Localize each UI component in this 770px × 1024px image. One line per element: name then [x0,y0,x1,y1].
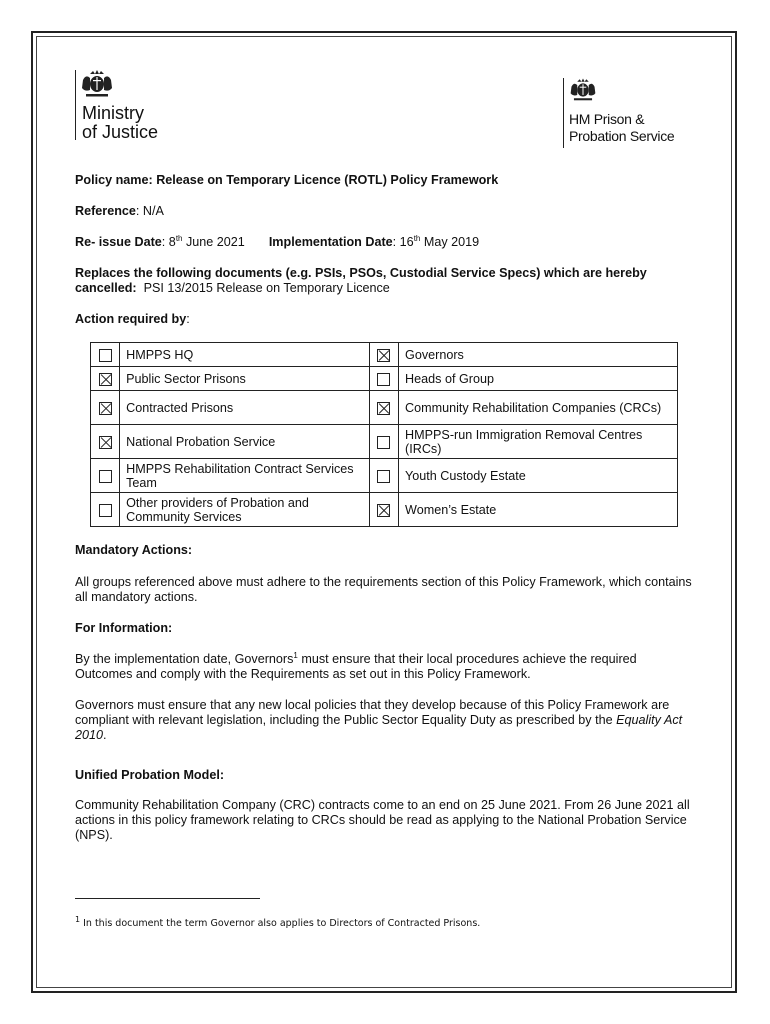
checked-box-icon[interactable] [99,373,112,386]
hmpps-logo-text [569,111,674,145]
right-group-label: Community Rehabilitation Companies (CRCs) [399,391,678,425]
reference-label: Reference [75,204,136,218]
checked-box-icon[interactable] [377,402,390,415]
moj-logo-line1: Ministry [82,103,144,123]
footnote-separator [75,898,260,899]
empty-box-icon[interactable] [99,470,112,483]
mandatory-body: All groups referenced above must adhere to the requirements section of this Policy Framework, which contains all mandatory actions. [75,575,692,604]
empty-box-icon[interactable] [99,349,112,362]
policy-name [75,173,695,188]
action-table-row [91,391,678,425]
left-checkbox-cell [91,343,120,367]
replaces-value: PSI 13/2015 Release on Temporary Licence [143,281,390,295]
moj-logo-text [82,104,158,142]
right-checkbox-cell [369,367,398,391]
unified-body: Community Rehabilitation Company (CRC) contracts come to an end on 25 June 2021. From 26 June 2021 all actions in this policy framework relating to CRCs should be read as applying to the National Probation Service (NPS). [75,798,690,842]
information-para2-start: Governors must ensure that any new local policies that they develop because of this Policy Framework are compliant with relevant legislation, including the Public Sector Equality Duty as prescribed by the [75,698,670,727]
left-group-label: Other providers of Probation and Community Services [120,493,370,527]
left-checkbox-cell [91,425,120,459]
footnote-number: 1 [75,914,81,924]
hmpps-logo-line1: HM Prison & [569,111,645,127]
right-checkbox-cell [369,459,398,493]
reissue-date-day: : 8 [161,235,176,249]
royal-crest-icon [80,70,114,98]
hmpps-logo-line2: Probation Service [569,128,675,144]
action-table-row [91,343,678,367]
replaces-label: Replaces the following documents (e.g. PSIs, PSOs, Custodial Service Specs) which are hereby cancelled: [75,266,647,295]
footnote-text: In this document the term Governor also applies to Directors of Contracted Prisons. [80,918,481,929]
implementation-date-sup: th [413,233,421,243]
right-group-label: HMPPS-run Immigration Removal Centres (IRCs) [399,425,678,459]
reissue-date-label: Re- issue Date [75,235,162,249]
left-group-label: HMPPS HQ [120,343,370,367]
right-checkbox-cell [369,493,398,527]
dates-line [75,235,695,250]
information-para1 [75,652,695,682]
unified-heading: Unified Probation Model: [75,768,225,782]
royal-crest-icon [569,78,597,102]
moj-logo-line2: of Justice [82,122,159,142]
action-table-row [91,367,678,391]
left-checkbox-cell [91,391,120,425]
empty-box-icon[interactable] [99,504,112,517]
implementation-date-day: : 16 [392,235,414,249]
action-required-label: Action required by [75,312,187,326]
right-checkbox-cell [369,343,398,367]
left-checkbox-cell [91,367,120,391]
action-table-row [91,459,678,493]
empty-box-icon[interactable] [377,470,390,483]
checked-box-icon[interactable] [377,504,390,517]
action-required-table [90,342,678,527]
left-group-label: Contracted Prisons [120,391,370,425]
checked-box-icon[interactable] [99,436,112,449]
right-group-label: Women’s Estate [399,493,678,527]
replaces-documents [75,266,685,296]
right-group-label: Youth Custody Estate [399,459,678,493]
right-group-label: Heads of Group [399,367,678,391]
checked-box-icon[interactable] [99,402,112,415]
reference [75,204,695,219]
checked-box-icon[interactable] [377,349,390,362]
action-required-colon: : [186,312,190,326]
action-required [75,312,695,327]
information-para2 [75,698,695,743]
right-group-label: Governors [399,343,678,367]
footnote [75,914,481,929]
mandatory-heading: Mandatory Actions: [75,543,193,557]
policy-name-value: Release on Temporary Licence (ROTL) Policy Framework [156,173,499,187]
implementation-date-month: May 2019 [420,235,480,249]
action-table-row [91,493,678,527]
action-table-row [91,425,678,459]
hmpps-logo-divider [563,78,564,148]
left-checkbox-cell [91,493,120,527]
empty-box-icon[interactable] [377,373,390,386]
moj-logo-divider [75,70,76,140]
reference-value: : N/A [135,204,164,218]
reissue-date-month: June 2021 [182,235,245,249]
right-checkbox-cell [369,391,398,425]
right-checkbox-cell [369,425,398,459]
empty-box-icon[interactable] [377,436,390,449]
implementation-date-label: Implementation Date [268,235,393,249]
information-para2-end: . [103,728,107,742]
information-para1-start: By the implementation date, Governors [75,652,294,666]
reissue-date-sup: th [175,233,183,243]
left-group-label: HMPPS Rehabilitation Contract Services Team [120,459,370,493]
information-para1-end: must ensure that their local procedures achieve the required Outcomes and comply with the Requirements as set out in this Policy Framework. [75,652,637,681]
information-heading: For Information: [75,621,173,635]
equality-act-reference: Equality Act 2010 [75,713,683,742]
left-checkbox-cell [91,459,120,493]
left-group-label: Public Sector Prisons [120,367,370,391]
policy-name-label: Policy name: [75,173,153,187]
footnote-ref: 1 [293,650,298,660]
left-group-label: National Probation Service [120,425,370,459]
